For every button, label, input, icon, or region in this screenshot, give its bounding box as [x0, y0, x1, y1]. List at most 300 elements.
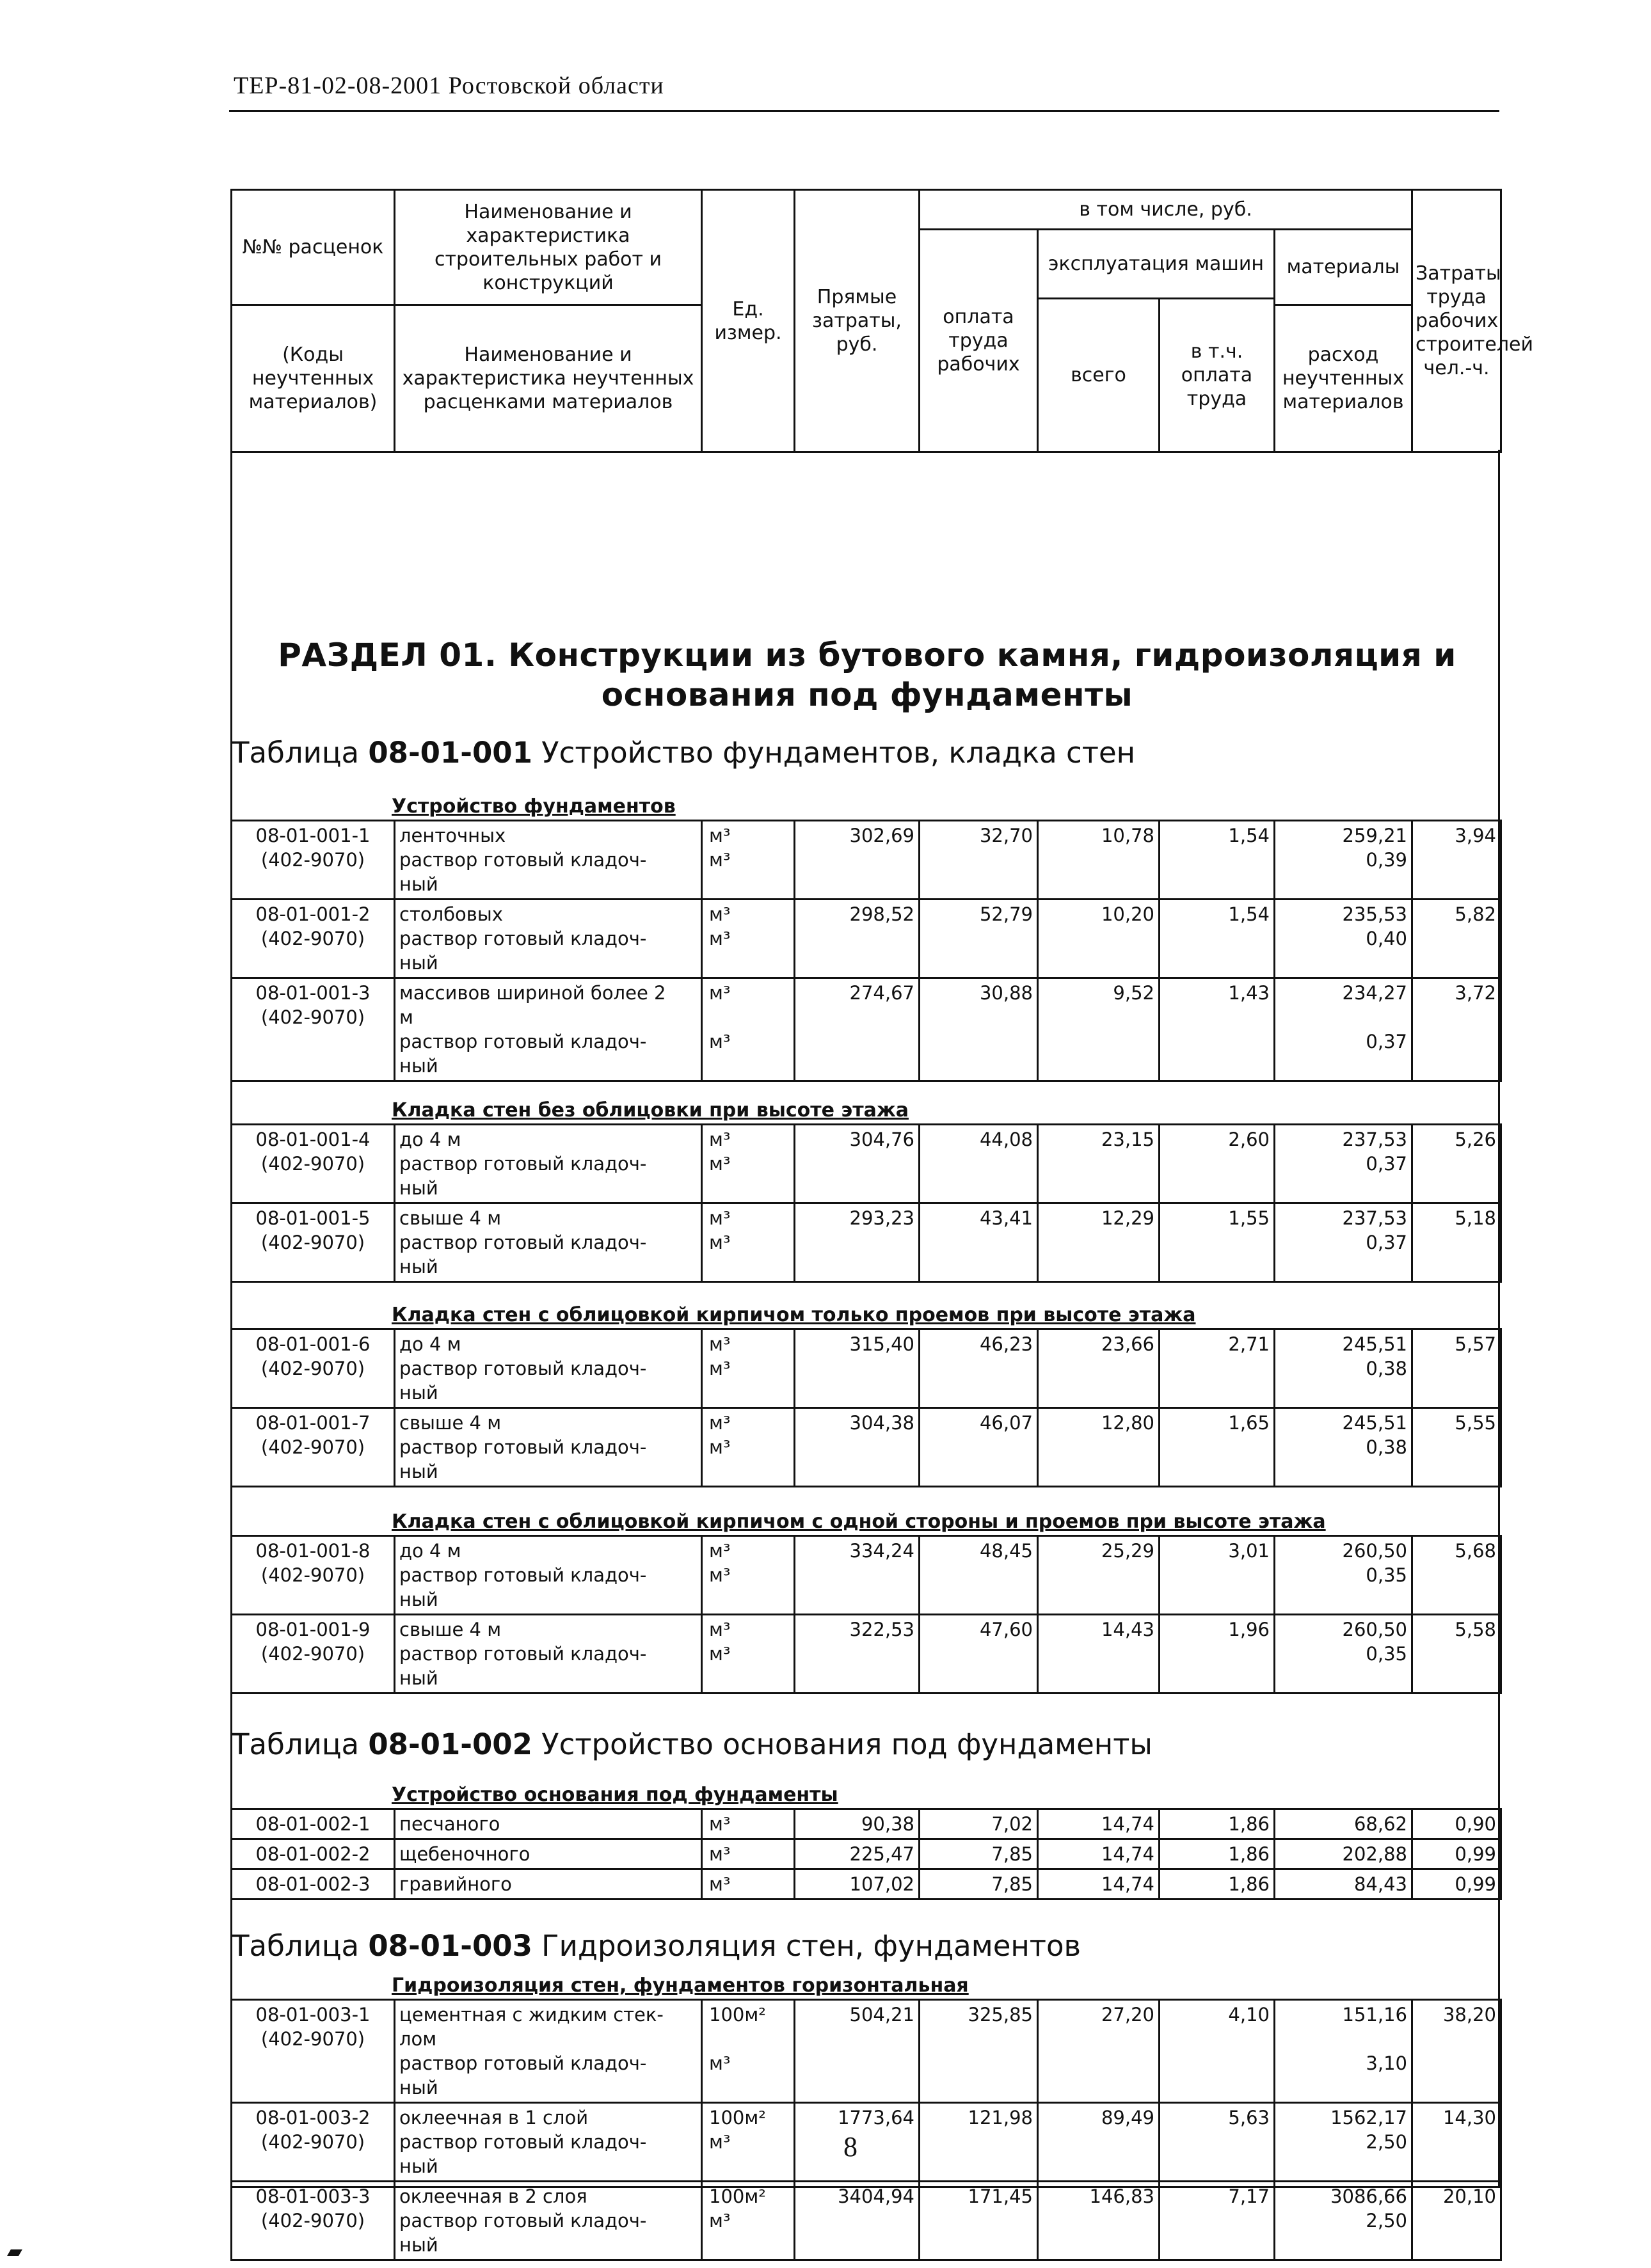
- cell-line: 5,82: [1455, 903, 1496, 925]
- table-title: Таблица 08-01-001 Устройство фундаментов, кладка стен: [232, 736, 1136, 770]
- cell-line: 46,23: [979, 1333, 1033, 1355]
- cell-line: раствор готовый кладоч-: [399, 1232, 647, 1253]
- cell-line: 9,52: [1113, 982, 1154, 1004]
- cell-line: [1279, 2027, 1407, 2051]
- labor-cell: [1412, 2000, 1501, 2103]
- cell-line: 08-01-002-1: [255, 1813, 371, 1835]
- cell-line: 202,88: [1342, 1843, 1407, 1865]
- cell-line: песчаного: [399, 1813, 500, 1835]
- cell-line: 3404,94: [838, 2185, 914, 2207]
- cell-line: (402-9070): [260, 1006, 365, 1028]
- labor-cell: [1412, 1329, 1501, 1408]
- machines-wages-cell: [1160, 1869, 1275, 1899]
- cell-line: 38,20: [1442, 2004, 1496, 2026]
- direct-cost-cell: [795, 1329, 920, 1408]
- machines-wages-cell: [1160, 1125, 1275, 1203]
- rate-code-cell: [232, 2182, 395, 2260]
- rate-code-cell: [232, 1203, 395, 1282]
- materials-cell: [1275, 2000, 1412, 2103]
- cell-line: 2,71: [1228, 1333, 1270, 1355]
- materials-cell: [1275, 1615, 1412, 1693]
- cell-line: 100м²: [709, 2107, 766, 2129]
- group-title: Кладка стен с облицовкой кирпичом с одной стороны и проемов при высоте этажа: [392, 1511, 1326, 1533]
- column-header-table: [230, 189, 1533, 453]
- cell-line: столбовых: [399, 903, 503, 925]
- cell-line: [709, 2027, 790, 2051]
- cell-line: 27,20: [1101, 2004, 1154, 2026]
- cell-line: 10,20: [1101, 903, 1154, 925]
- unit-cell: [702, 1536, 795, 1615]
- cell-line: массивов шириной более 2: [399, 982, 666, 1004]
- page-number: 8: [843, 2131, 857, 2162]
- scan-mark: [7, 2249, 22, 2256]
- section-title: РАЗДЕЛ 01. Конструкции из бутового камня, гидроизоляция и основания под фундаменты: [278, 637, 1456, 713]
- cell-line: м³: [709, 1843, 731, 1865]
- machines-wages-cell: [1160, 821, 1275, 900]
- table-row: [232, 1615, 1501, 1693]
- rate-name-cell: [395, 2182, 702, 2260]
- cell-line: 46,07: [979, 1412, 1033, 1434]
- rate-code-cell: [232, 1839, 395, 1869]
- cell-line: 44,08: [979, 1129, 1033, 1150]
- rate-name-cell: [395, 978, 702, 1081]
- rate-code-cell: [232, 1329, 395, 1408]
- cell-line: 47,60: [979, 1619, 1033, 1640]
- cell-line: 245,51: [1342, 1412, 1407, 1434]
- cell-line: 7,02: [991, 1813, 1033, 1835]
- rate-group-table: [230, 820, 1502, 1082]
- cell-line: до 4 м: [399, 1540, 461, 1562]
- group-title: Гидроизоляция стен, фундаментов горизонтальная: [392, 1974, 969, 1997]
- machines-cell: [1038, 2103, 1160, 2182]
- rate-group-table: [230, 1328, 1502, 1487]
- rate-name-cell: [395, 1408, 702, 1487]
- table-row: [232, 2182, 1501, 2260]
- direct-cost-cell: [795, 1408, 920, 1487]
- rate-code-cell: [232, 821, 395, 900]
- cell-line: 08-01-003-3: [255, 2185, 371, 2207]
- header-material-names: Наименование и характеристика неучтенных расценками материалов: [395, 305, 702, 452]
- unit-cell: [702, 1125, 795, 1203]
- wages-cell: [920, 2103, 1038, 2182]
- cell-line: 08-01-003-1: [255, 2004, 371, 2026]
- unit-cell: [702, 1408, 795, 1487]
- cell-line: 14,74: [1101, 1843, 1154, 1865]
- cell-line: 234,27: [1342, 982, 1407, 1004]
- labor-cell: [1412, 1536, 1501, 1615]
- cell-line: 1562,17: [1330, 2107, 1407, 2129]
- cell-line: 3,01: [1228, 1540, 1270, 1562]
- wages-cell: [920, 1869, 1038, 1899]
- rate-code-cell: [232, 2103, 395, 2182]
- table-title: Таблица 08-01-003 Гидроизоляция стен, фундаментов: [232, 1929, 1081, 1963]
- table-row: [232, 1839, 1501, 1869]
- cell-line: ный: [399, 1382, 438, 1404]
- cell-line: м³: [709, 1873, 731, 1895]
- materials-cell: [1275, 1329, 1412, 1408]
- cell-line: 2,60: [1228, 1129, 1270, 1150]
- header-material-consumption: расход неучтенных материалов: [1275, 305, 1412, 452]
- unit-cell: [702, 1839, 795, 1869]
- cell-line: ный: [399, 1256, 438, 1278]
- cell-line: (402-9070): [260, 1232, 365, 1253]
- cell-line: ный: [399, 873, 438, 895]
- cell-line: 1,43: [1228, 982, 1270, 1004]
- cell-line: м³: [709, 2210, 731, 2232]
- unit-cell: [702, 2182, 795, 2260]
- cell-line: 14,74: [1101, 1873, 1154, 1895]
- materials-cell: [1275, 1869, 1412, 1899]
- cell-line: 1,86: [1228, 1843, 1270, 1865]
- cell-line: м³: [709, 982, 731, 1004]
- cell-line: ленточных: [399, 825, 506, 846]
- cell-line: (402-9070): [260, 928, 365, 949]
- cell-line: м³: [709, 1153, 731, 1175]
- cell-line: свыше 4 м: [399, 1207, 502, 1229]
- header-work-name: Наименование и характеристика строительных работ и конструкций: [395, 190, 702, 305]
- machines-wages-cell: [1160, 1329, 1275, 1408]
- cell-line: 0,35: [1366, 1643, 1407, 1665]
- cell-line: м³: [709, 825, 731, 846]
- cell-line: 146,83: [1089, 2185, 1154, 2207]
- cell-line: оклеечная в 1 слой: [399, 2107, 589, 2129]
- direct-cost-cell: [795, 821, 920, 900]
- cell-line: 1,86: [1228, 1813, 1270, 1835]
- cell-line: до 4 м: [399, 1129, 461, 1150]
- cell-line: 08-01-002-3: [255, 1873, 371, 1895]
- machines-wages-cell: [1160, 1615, 1275, 1693]
- cell-line: 0,90: [1455, 1813, 1496, 1835]
- cell-line: 245,51: [1342, 1333, 1407, 1355]
- header-including: в том числе, руб.: [920, 190, 1412, 230]
- unit-cell: [702, 2103, 795, 2182]
- cell-line: м³: [709, 1333, 731, 1355]
- wages-cell: [920, 900, 1038, 978]
- table-code: 08-01-002: [368, 1727, 532, 1761]
- materials-cell: [1275, 1536, 1412, 1615]
- cell-line: м³: [709, 1412, 731, 1434]
- cell-line: лом: [399, 2028, 437, 2050]
- rate-code-cell: [232, 2000, 395, 2103]
- cell-line: 08-01-001-9: [255, 1619, 371, 1640]
- rate-name-cell: [395, 1809, 702, 1839]
- labor-cell: [1412, 1869, 1501, 1899]
- cell-line: 1,54: [1228, 903, 1270, 925]
- cell-line: 302,69: [849, 825, 914, 846]
- cell-line: 274,67: [849, 982, 914, 1004]
- machines-wages-cell: [1160, 1839, 1275, 1869]
- machines-cell: [1038, 1329, 1160, 1408]
- cell-line: 259,21: [1342, 825, 1407, 846]
- cell-line: 90,38: [861, 1813, 914, 1835]
- cell-line: 304,76: [849, 1129, 914, 1150]
- machines-wages-cell: [1160, 1203, 1275, 1282]
- machines-cell: [1038, 1125, 1160, 1203]
- cell-line: раствор готовый кладоч-: [399, 1643, 647, 1665]
- rate-code-cell: [232, 1809, 395, 1839]
- machines-wages-cell: [1160, 900, 1275, 978]
- cell-line: [709, 1005, 790, 1029]
- cell-line: раствор готовый кладоч-: [399, 1436, 647, 1458]
- cell-line: 23,15: [1101, 1129, 1154, 1150]
- cell-line: 0,39: [1366, 849, 1407, 871]
- labor-cell: [1412, 2103, 1501, 2182]
- cell-line: 25,29: [1101, 1540, 1154, 1562]
- unit-cell: [702, 1809, 795, 1839]
- cell-line: ный: [399, 2234, 438, 2256]
- machines-cell: [1038, 2000, 1160, 2103]
- cell-line: [1279, 1005, 1407, 1029]
- direct-cost-cell: [795, 2000, 920, 2103]
- materials-cell: [1275, 821, 1412, 900]
- labor-cell: [1412, 1408, 1501, 1487]
- header-rate-number: №№ расценок: [232, 190, 395, 305]
- cell-line: 100м²: [709, 2185, 766, 2207]
- cell-line: 293,23: [849, 1207, 914, 1229]
- cell-line: 171,45: [968, 2185, 1033, 2207]
- cell-line: м³: [709, 1129, 731, 1150]
- wages-cell: [920, 1839, 1038, 1869]
- rate-name-cell: [395, 1203, 702, 1282]
- cell-line: 10,78: [1101, 825, 1154, 846]
- cell-line: 237,53: [1342, 1129, 1407, 1150]
- cell-line: м³: [709, 849, 731, 871]
- cell-line: (402-9070): [260, 1436, 365, 1458]
- header-machines-wages: в т.ч. оплата труда: [1160, 299, 1275, 452]
- cell-line: 5,68: [1455, 1540, 1496, 1562]
- cell-line: 08-01-001-1: [255, 825, 371, 846]
- machines-wages-cell: [1160, 2103, 1275, 2182]
- table-code: 08-01-001: [368, 736, 532, 770]
- direct-cost-cell: [795, 1615, 920, 1693]
- cell-line: м³: [709, 1643, 731, 1665]
- direct-cost-cell: [795, 2182, 920, 2260]
- cell-line: цементная с жидким стек-: [399, 2004, 664, 2026]
- cell-line: 0,38: [1366, 1436, 1407, 1458]
- header-labor: Затраты труда рабочих строителей чел.-ч.: [1412, 190, 1501, 452]
- cell-line: 1,54: [1228, 825, 1270, 846]
- table-title: Таблица 08-01-002 Устройство основания под фундаменты: [232, 1727, 1153, 1761]
- materials-cell: [1275, 900, 1412, 978]
- cell-line: 32,70: [979, 825, 1033, 846]
- machines-cell: [1038, 900, 1160, 978]
- materials-cell: [1275, 2103, 1412, 2182]
- cell-line: 23,66: [1101, 1333, 1154, 1355]
- wages-cell: [920, 1615, 1038, 1693]
- machines-cell: [1038, 1536, 1160, 1615]
- cell-line: 3,72: [1455, 982, 1496, 1004]
- rate-name-cell: [395, 2000, 702, 2103]
- cell-line: раствор готовый кладоч-: [399, 849, 647, 871]
- rate-code-cell: [232, 1125, 395, 1203]
- group-title: Устройство фундаментов: [392, 795, 676, 818]
- cell-line: (402-9070): [260, 1358, 365, 1379]
- labor-cell: [1412, 1203, 1501, 1282]
- cell-line: раствор готовый кладоч-: [399, 928, 647, 949]
- cell-line: (402-9070): [260, 1643, 365, 1665]
- cell-line: 5,18: [1455, 1207, 1496, 1229]
- unit-cell: [702, 1203, 795, 1282]
- cell-line: 0,40: [1366, 928, 1407, 949]
- unit-cell: [702, 2000, 795, 2103]
- cell-line: 14,30: [1442, 2107, 1496, 2129]
- unit-cell: [702, 1329, 795, 1408]
- group-title: Кладка стен с облицовкой кирпичом только проемов при высоте этажа: [392, 1304, 1196, 1326]
- cell-line: 0,38: [1366, 1358, 1407, 1379]
- cell-line: м³: [709, 1564, 731, 1586]
- cell-line: (402-9070): [260, 2210, 365, 2232]
- cell-line: 14,43: [1101, 1619, 1154, 1640]
- header-machines: эксплуатация машин: [1038, 230, 1275, 299]
- machines-cell: [1038, 1203, 1160, 1282]
- table-row: [232, 900, 1501, 978]
- rate-code-cell: [232, 1408, 395, 1487]
- rate-code-cell: [232, 1869, 395, 1899]
- cell-line: 52,79: [979, 903, 1033, 925]
- header-wages: оплата труда рабочих: [920, 230, 1038, 452]
- cell-line: 68,62: [1353, 1813, 1407, 1835]
- cell-line: (402-9070): [260, 1153, 365, 1175]
- cell-line: (402-9070): [260, 849, 365, 871]
- cell-line: 298,52: [849, 903, 914, 925]
- cell-line: 48,45: [979, 1540, 1033, 1562]
- machines-cell: [1038, 1839, 1160, 1869]
- cell-line: 7,85: [991, 1843, 1033, 1865]
- labor-cell: [1412, 1809, 1501, 1839]
- direct-cost-cell: [795, 1536, 920, 1615]
- direct-cost-cell: [795, 900, 920, 978]
- cell-line: м³: [709, 2131, 731, 2153]
- table-row: [232, 1869, 1501, 1899]
- cell-line: 107,02: [849, 1873, 914, 1895]
- labor-cell: [1412, 821, 1501, 900]
- cell-line: ный: [399, 1461, 438, 1482]
- rate-group-table: [230, 1808, 1502, 1900]
- cell-line: 30,88: [979, 982, 1033, 1004]
- wages-cell: [920, 1809, 1038, 1839]
- cell-line: 0,35: [1366, 1564, 1407, 1586]
- cell-line: 08-01-003-2: [255, 2107, 371, 2129]
- cell-line: 08-01-001-7: [255, 1412, 371, 1434]
- cell-line: 5,26: [1455, 1129, 1496, 1150]
- cell-line: 3,94: [1455, 825, 1496, 846]
- cell-line: 260,50: [1342, 1619, 1407, 1640]
- cell-line: 322,53: [849, 1619, 914, 1640]
- cell-line: 5,57: [1455, 1333, 1496, 1355]
- labor-cell: [1412, 1615, 1501, 1693]
- cell-line: 7,17: [1228, 2185, 1270, 2207]
- machines-cell: [1038, 978, 1160, 1081]
- cell-line: (402-9070): [260, 2131, 365, 2153]
- table-row: [232, 1809, 1501, 1839]
- rate-code-cell: [232, 900, 395, 978]
- cell-line: 5,63: [1228, 2107, 1270, 2129]
- wages-cell: [920, 1536, 1038, 1615]
- cell-line: ный: [399, 2077, 438, 2098]
- header-rule: [229, 110, 1499, 112]
- rate-name-cell: [395, 2103, 702, 2182]
- document-header: ТЕР-81-02-08-2001 Ростовской области: [234, 72, 664, 99]
- rate-code-cell: [232, 1615, 395, 1693]
- cell-line: м³: [709, 1813, 731, 1835]
- labor-cell: [1412, 2182, 1501, 2260]
- cell-line: ный: [399, 1177, 438, 1199]
- header-direct-costs: Прямые затраты, руб.: [795, 190, 920, 452]
- rate-name-cell: [395, 1125, 702, 1203]
- materials-cell: [1275, 1203, 1412, 1282]
- cell-line: м³: [709, 1232, 731, 1253]
- header-material-codes: (Коды неучтенных материалов): [232, 305, 395, 452]
- rate-name-cell: [395, 1869, 702, 1899]
- cell-line: 12,29: [1101, 1207, 1154, 1229]
- cell-line: ный: [399, 1055, 438, 1077]
- cell-line: 121,98: [968, 2107, 1033, 2129]
- cell-line: м³: [709, 1540, 731, 1562]
- table-row: [232, 978, 1501, 1081]
- cell-line: раствор готовый кладоч-: [399, 1358, 647, 1379]
- wages-cell: [920, 821, 1038, 900]
- cell-line: 1,65: [1228, 1412, 1270, 1434]
- machines-cell: [1038, 1615, 1160, 1693]
- cell-line: 100м²: [709, 2004, 766, 2026]
- cell-line: раствор готовый кладоч-: [399, 1031, 647, 1052]
- group-title: Кладка стен без облицовки при высоте этажа: [392, 1099, 909, 1122]
- labor-cell: [1412, 1839, 1501, 1869]
- cell-line: 334,24: [849, 1540, 914, 1562]
- cell-line: 0,37: [1366, 1232, 1407, 1253]
- machines-wages-cell: [1160, 1536, 1275, 1615]
- table-row: [232, 1203, 1501, 1282]
- cell-line: раствор готовый кладоч-: [399, 2131, 647, 2153]
- cell-line: 1,86: [1228, 1873, 1270, 1895]
- cell-line: 5,55: [1455, 1412, 1496, 1434]
- cell-line: до 4 м: [399, 1333, 461, 1355]
- cell-line: 84,43: [1353, 1873, 1407, 1895]
- rate-group-table: [230, 1999, 1502, 2261]
- direct-cost-cell: [795, 1809, 920, 1839]
- cell-line: 5,58: [1455, 1619, 1496, 1640]
- cell-line: м³: [709, 903, 731, 925]
- cell-line: 08-01-002-2: [255, 1843, 371, 1865]
- cell-line: 1,96: [1228, 1619, 1270, 1640]
- rate-name-cell: [395, 900, 702, 978]
- rate-group-table: [230, 1535, 1502, 1694]
- cell-line: 237,53: [1342, 1207, 1407, 1229]
- cell-line: 08-01-001-5: [255, 1207, 371, 1229]
- table-row: [232, 1536, 1501, 1615]
- machines-cell: [1038, 1869, 1160, 1899]
- cell-line: м³: [709, 1358, 731, 1379]
- table-row: [232, 1125, 1501, 1203]
- machines-wages-cell: [1160, 1809, 1275, 1839]
- unit-cell: [702, 821, 795, 900]
- table-row: [232, 821, 1501, 900]
- cell-line: 260,50: [1342, 1540, 1407, 1562]
- materials-cell: [1275, 2182, 1412, 2260]
- cell-line: м³: [709, 928, 731, 949]
- cell-line: 08-01-001-4: [255, 1129, 371, 1150]
- machines-cell: [1038, 1408, 1160, 1487]
- rate-name-cell: [395, 1615, 702, 1693]
- machines-cell: [1038, 821, 1160, 900]
- machines-wages-cell: [1160, 2000, 1275, 2103]
- cell-line: 504,21: [849, 2004, 914, 2026]
- cell-line: 1,55: [1228, 1207, 1270, 1229]
- cell-line: 7,85: [991, 1873, 1033, 1895]
- wages-cell: [920, 1329, 1038, 1408]
- wages-cell: [920, 978, 1038, 1081]
- machines-wages-cell: [1160, 2182, 1275, 2260]
